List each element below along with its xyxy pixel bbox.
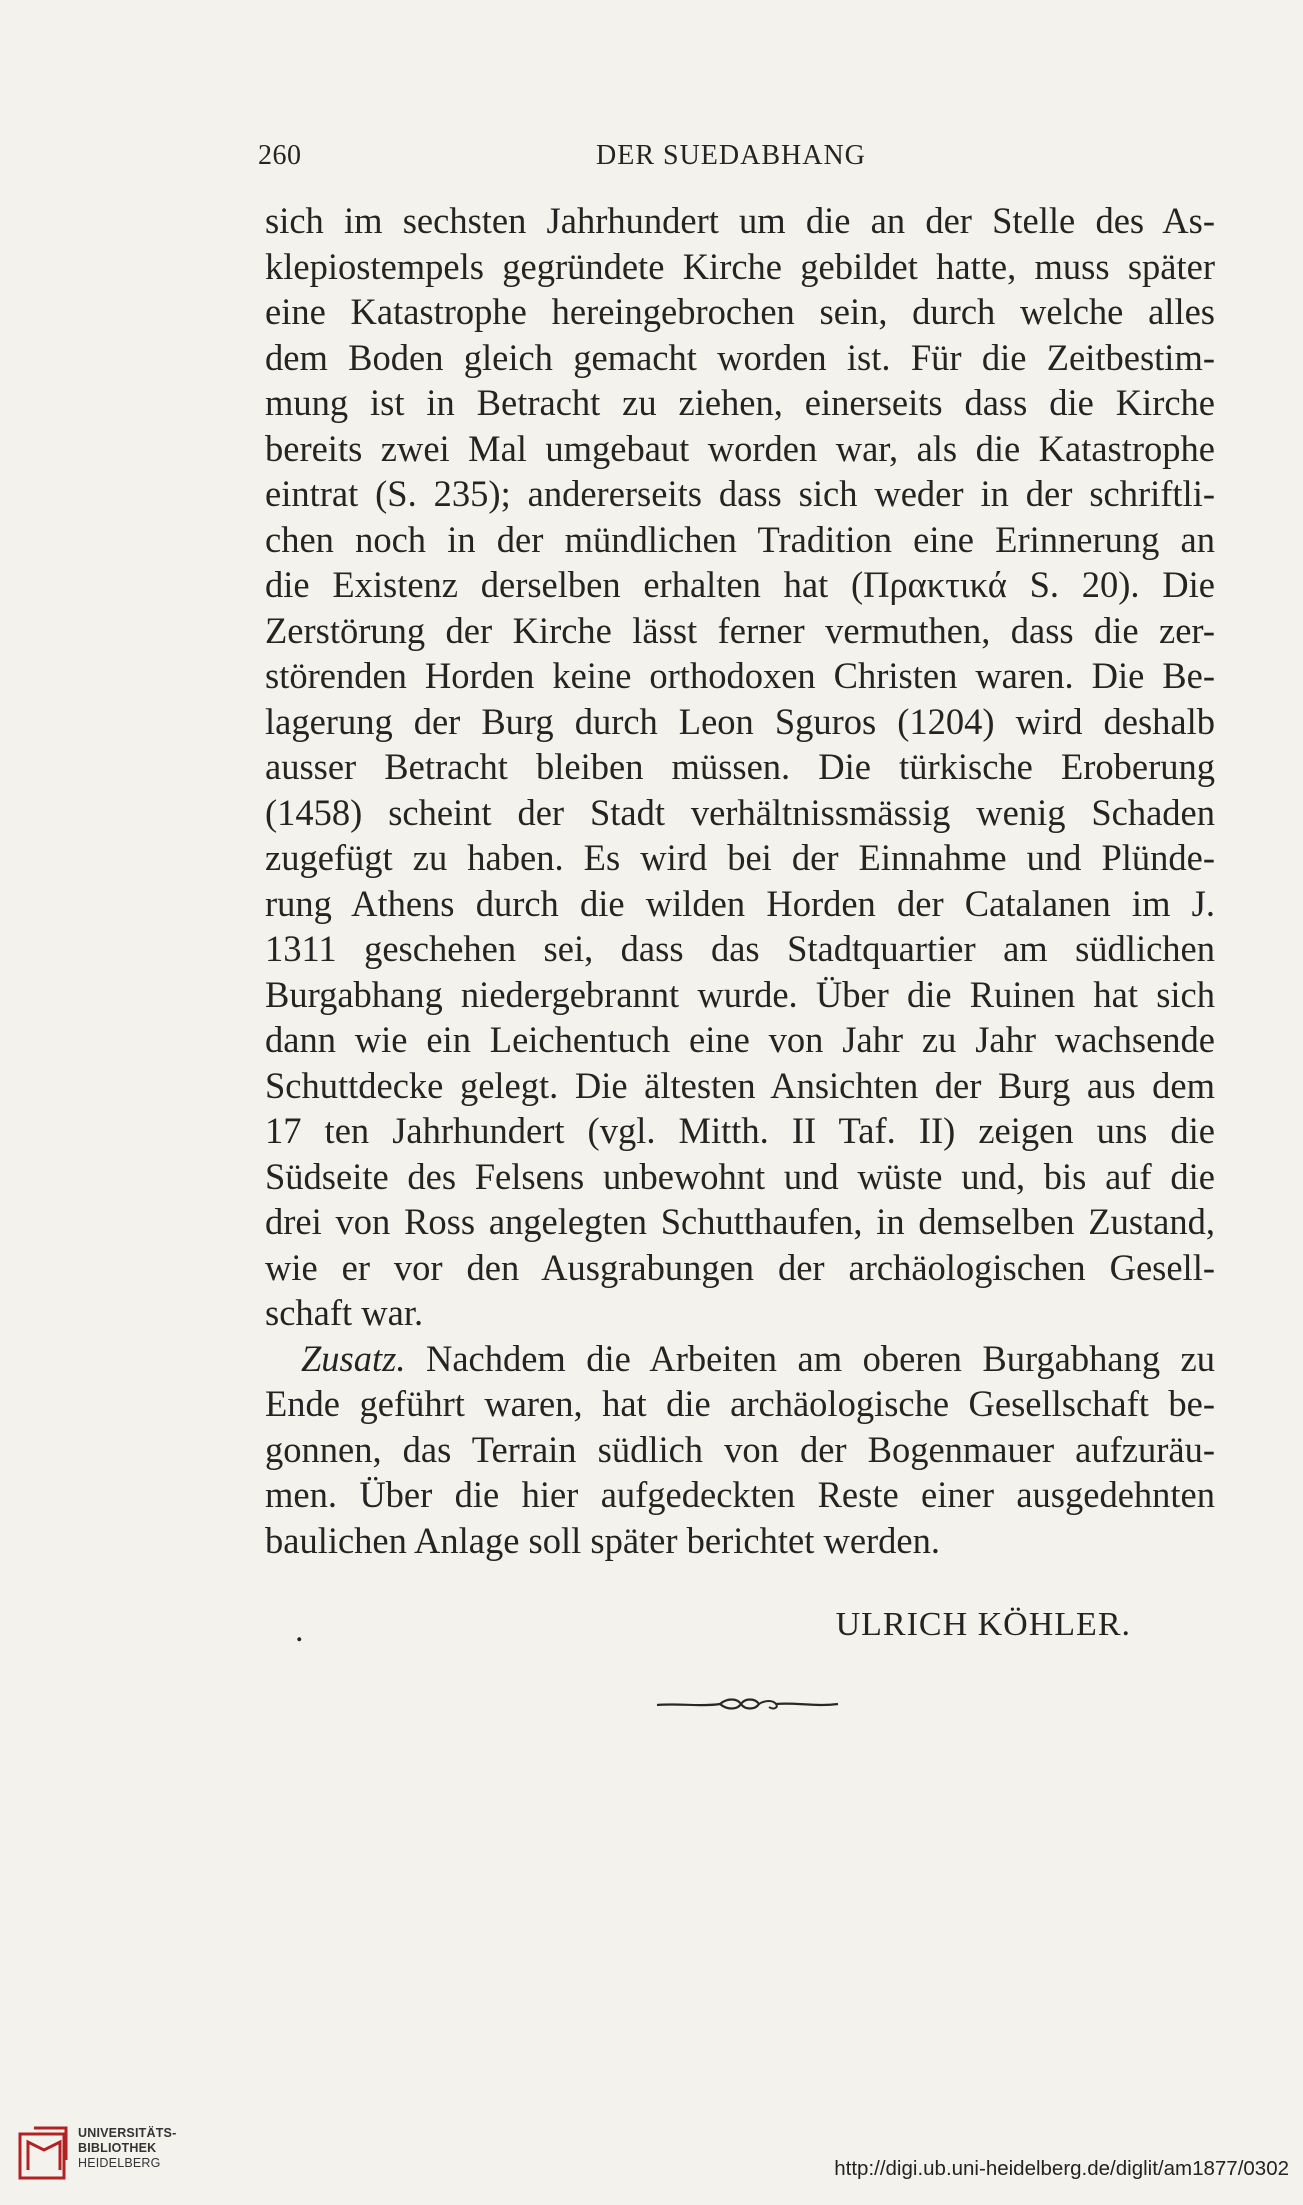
text-line: zugefügt zu haben. Es wird bei der Einnahme und Plünde- [265, 837, 1215, 878]
text-line: die Existenz derselben erhalten hat (Πρακτικά S. 20). Die [265, 564, 1215, 605]
text-line: lagerung der Burg durch Leon Sguros (1204) wird deshalb [265, 700, 1215, 742]
text-line: eine Katastrophe hereingebrochen sein, durch welche alles [265, 291, 1215, 332]
text-line: rung Athens durch die wilden Horden der Catalanen im J. [265, 882, 1215, 924]
text-line: wie er vor den Ausgrabungen der archäologischen Gesell- [265, 1246, 1215, 1288]
zusatz-first-line [265, 1336, 1215, 1382]
library-logo-icon [14, 2120, 74, 2182]
text-line: mung ist in Betracht zu ziehen, einerseits dass die Kirche [265, 382, 1215, 423]
text-line: eintrat (S. 235); andererseits dass sich weder in der schriftli- [265, 473, 1215, 514]
text-line: klepiostempels gegründete Kirche gebildet hatte, muss später [265, 245, 1215, 287]
text-line: chen noch in der mündlichen Tradition eine Erinnerung an [265, 518, 1215, 560]
library-logo-text [78, 2126, 176, 2171]
text-line: ausser Betracht bleiben müssen. Die türkische Eroberung [265, 746, 1215, 787]
library-logo [14, 2120, 177, 2190]
body-text [265, 198, 1215, 1563]
page-number: 260 [258, 140, 302, 171]
text-line: 1311 geschehen sei, dass das Stadtquartier am südlichen [265, 928, 1215, 969]
logo-line-1: UNIVERSITÄTS- [78, 2126, 177, 2140]
zusatz-label: Zusatz. [301, 1337, 406, 1379]
text-line: störenden Horden keine orthodoxen Christen waren. Die Be- [265, 655, 1215, 696]
text-line: Südseite des Felsens unbewohnt und wüste und, bis auf die [265, 1155, 1215, 1197]
running-head [258, 140, 1208, 180]
text-line: baulichen Anlage soll später berichtet werden. [265, 1519, 941, 1561]
text-line: Burgabhang niedergebrannt wurde. Über die Ruinen hat sich [265, 973, 1215, 1015]
end-ornament-icon [655, 1690, 840, 1718]
author-name: ULRICH KÖHLER. [835, 1606, 1131, 1643]
text-line: schaft war. [265, 1292, 424, 1333]
source-url-link[interactable]: http://digi.ub.uni-heidelberg.de/diglit/am1877/0302 [834, 2157, 1289, 2180]
text-line: Zerstörung der Kirche lässt ferner vermuthen, dass die zer- [265, 609, 1215, 651]
signature [265, 1606, 1215, 1656]
text-line: Ende geführt waren, hat die archäologische Gesellschaft be- [265, 1383, 1215, 1424]
text-line: bereits zwei Mal umgebaut worden war, als die Katastrophe [265, 427, 1215, 469]
logo-line-3: HEIDELBERG [78, 2156, 161, 2170]
text-line: Schuttdecke gelegt. Die ältesten Ansichten der Burg aus dem [265, 1064, 1215, 1106]
text-line: drei von Ross angelegten Schutthaufen, in demselben Zustand, [265, 1201, 1215, 1242]
logo-line-2: BIBLIOTHEK [78, 2141, 157, 2155]
text-line: 17 ten Jahrhundert (vgl. Mitth. II Taf. II) zeigen uns die [265, 1110, 1215, 1151]
signature-dot: . [295, 1612, 304, 1649]
text-line: (1458) scheint der Stadt verhältnissmässig wenig Schaden [265, 791, 1215, 833]
zusatz-first-line-text: Nachdem die Arbeiten am oberen Burgabhang zu [425, 1337, 1216, 1379]
text-line: dem Boden gleich gemacht worden ist. Für die Zeitbestim- [265, 336, 1215, 378]
text-line: sich im sechsten Jahrhundert um die an der Stelle des As- [265, 200, 1215, 241]
running-title: DER SUEDABHANG [596, 140, 866, 171]
text-line: dann wie ein Leichentuch eine von Jahr zu Jahr wachsende [265, 1019, 1215, 1060]
text-line: men. Über die hier aufgedeckten Reste einer ausgedehnten [265, 1474, 1215, 1515]
text-line: gonnen, das Terrain südlich von der Bogenmauer aufzuräu- [265, 1428, 1215, 1470]
